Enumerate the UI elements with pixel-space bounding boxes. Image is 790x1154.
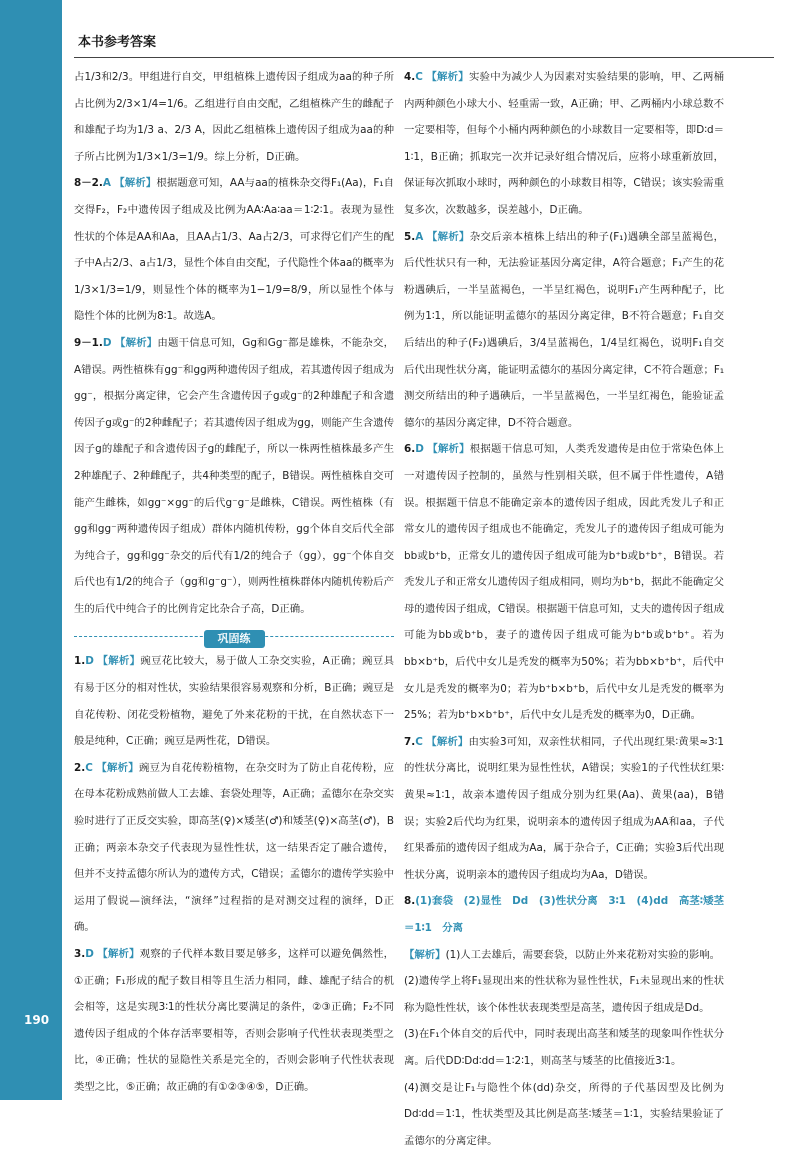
question-number: 6. — [404, 443, 416, 456]
right-column — [404, 64, 724, 1154]
question-number: 9－1. — [74, 336, 103, 349]
question-number: 8. — [404, 895, 416, 908]
answer-text: 占1/3和2/3。甲组进行自交，甲组植株上遗传因子组成为aa的种子所占比例为2/3×1/4=1/6。乙组进行自由交配，乙组植株产生的雌配子和雄配子均为1/3 a、2/3 A，因此乙组植株上遗传因子组成为aa的种子所占比例为1/3×1/3=1/9。综上分析，D正确。 — [74, 71, 394, 163]
page-number: 190 — [24, 1013, 50, 1027]
header-divider — [74, 57, 774, 58]
answer-text: 杂交后亲本植株上结出的种子(F₁)遇碘全部呈蓝褐色，后代性状只有一种，无法验证基因分离定律，A符合题意；F₁产生的花粉遇碘后，一半呈蓝褐色，一半呈红褐色，说明F₁产生两种配子，比例为1∶1，所以能证明孟德尔的基因分离定律，B不符合题意；F₁自交后结出的种子(F₂)遇碘后，3/4呈蓝褐色，1/4呈红褐色，说明F₁自交后代出现性状分离，能证明孟德尔的基因分离定律，C不符合题意；F₁测交所结出的种子遇碘后，一半呈蓝褐色，一半呈红褐色，能验证孟德尔的基因分离定律，D不符合题意。 — [404, 230, 724, 429]
answer-text: (2)遗传学上将F₁显现出来的性状称为显性性状，F₁未显现出来的性状称为隐性性状，该个体性状表现类型是高茎，遗传因子组成是Dd。 — [404, 975, 724, 1014]
question-number: 4. — [404, 71, 416, 83]
answer-item — [404, 64, 724, 224]
answer-continuation — [404, 1021, 724, 1074]
question-number: 1. — [74, 655, 86, 668]
question-number: 2. — [74, 761, 86, 774]
analysis-tag: 【解析】 — [114, 336, 158, 349]
answer-text: 根据题意可知，AA与aa的植株杂交得F₁(Aa)，F₁自交得F₂，F₂中遗传因子组成及比例为AA∶Aa∶aa＝1∶2∶1。表现为显性性状的个体是AA和Aa，且AA占1/3、Aa占2/3，可求得它们产生的配子中A占2/3、a占1/3，显性个体自由交配，子代隐性个体aa的概率为1/3×1/3=1/9，则显性个体的概率为1−1/9=8/9，所以显性个体与隐性个体的比例为8∶1。故选A。 — [74, 177, 394, 323]
answer-item — [74, 648, 394, 754]
analysis-tag: 【解析】 — [97, 948, 140, 960]
answer-text: 由题干信息可知，Gg和Gg⁻都是雄株，不能杂交，A错误。两性植株有gg⁻和gg两种遗传因子组成，若其遗传因子组成为gg⁻，根据分离定律，它会产生含遗传因子g或g⁻的2种雄配子和含遗传因子g或g⁻的2种雌配子；若其遗传因子组成为gg，则能产生含遗传因子g的雄配子和含遗传因子g的雌配子，所以一株两性植株最多产生2种雄配子、2种雌配子，共4种类型的配子，B错误。两性植株自交可能产生雌株，如gg⁻×gg⁻的后代g⁻g⁻是雌株，C错误。两性植株（有gg和gg⁻两种遗传因子组成）群体内随机传粉，gg个体自交后代全部为纯合子，gg和gg⁻杂交的后代有1/2的纯合子（gg），gg⁻个体自交后代也有1/2的纯合子（gg和g⁻g⁻），则两性植株群体内随机传粉后产生的后代中纯合子的比例肯定比杂合子高，D正确。 — [74, 336, 394, 615]
section-title: 巩固练 — [204, 630, 265, 648]
answer-text: 由实验3可知，双亲性状相同，子代出现红果∶黄果≈3∶1的性状分离比，说明红果为显性性状，A错误；实验1的子代性状红果∶黄果≈1∶1，故亲本遗传因子组成分别为红果(Aa)、黄果(aa)，B错误；实验2后代均为红果，说明亲本的遗传因子组成为AA和aa，子代红果番茄的遗传因子组成为Aa，属于杂合子，C正确；实验3后代出现性状分离，说明亲本的遗传因子组成均为Aa，D错误。 — [404, 735, 724, 881]
analysis-tag: 【解析】 — [427, 443, 470, 456]
answer-item — [74, 330, 394, 623]
answer-text: 实验中为减少人为因素对实验结果的影响，甲、乙两桶内两种颜色小球大小、轻重需一致，A正确；甲、乙两桶内小球总数不一定要相等，但每个小桶内两种颜色的小球数目一定要相等，即D∶d＝1∶1，B正确；抓取完一次并记录好组合情况后，应将小球重新放回，保证每次抓取小球时，两种颜色的小球数目相等，C错误；该实验需重复多次，次数越多，误差越小，D正确。 — [404, 71, 725, 216]
side-color-bar — [0, 0, 62, 1100]
answer-item — [404, 888, 724, 941]
answer-key: C — [85, 761, 93, 774]
page-title: 本书参考答案 — [78, 35, 157, 50]
analysis-tag: 【解析】 — [97, 655, 141, 668]
analysis-tag: 【解析】 — [426, 735, 469, 748]
answer-lead: (1)套袋 (2)显性 Dd (3)性状分离 3∶1 (4)dd 高茎∶矮茎＝1∶1 分离 — [404, 895, 724, 934]
analysis-tag: 【解析】 — [426, 230, 470, 243]
question-number: 7. — [404, 735, 416, 748]
answer-text: 根据题干信息可知，人类秃发遗传是由位于常染色体上一对遗传因子控制的，虽然与性别相关联，但不属于伴性遗传，A错误。根据题干信息不能确定亲本的遗传因子组成，因此秃发儿子和正常女儿的遗传因子组成也不能确定，秃发儿子的遗传因子组成可能为bb或b⁺b，正常女儿的遗传因子组成可能为b⁺b或b⁺b⁺，B错误。若秃发儿子和正常女儿遗传因子组成相同，则均为b⁺b，据此不能确定父母的遗传因子组成，C错误。根据题干信息可知，丈夫的遗传因子组成可能为bb或b⁺b，妻子的遗传因子组成可能为b⁺b或b⁺b⁺。若为bb×b⁺b，后代中女儿是秃发的概率为50%；若为bb×b⁺b⁺，后代中女儿是秃发的概率为0；若为b⁺b×b⁺b，后代中女儿是秃发的概率为25%；若为b⁺b×b⁺b⁺，后代中女儿是秃发的概率为0，D正确。 — [404, 443, 725, 722]
answer-item — [74, 755, 394, 941]
answer-key: A — [415, 230, 424, 243]
question-number: 8－2. — [74, 177, 103, 190]
analysis-tag: 【解析】 — [114, 177, 157, 190]
analysis-tag: 【解析】 — [426, 71, 469, 83]
answer-text: (3)在F₁个体自交的后代中，同时表现出高茎和矮茎的现象叫作性状分离。后代DD∶Dd∶dd＝1∶2∶1，则高茎与矮茎的比值接近3∶1。 — [404, 1028, 724, 1067]
answer-continuation — [404, 968, 724, 1021]
answer-key: D — [85, 948, 94, 960]
answer-key: A — [102, 177, 111, 190]
analysis-tag: 【解析】 — [96, 761, 139, 774]
answer-item — [404, 729, 724, 889]
answer-key: D — [102, 336, 112, 349]
answer-key: D — [85, 655, 94, 668]
answer-item — [404, 436, 724, 729]
section-header — [74, 626, 394, 648]
answer-item — [404, 224, 724, 437]
analysis-tag: 【解析】 — [404, 948, 446, 961]
answer-text: 豌豆为自花传粉植物，在杂交时为了防止自花传粉，应在母本花粉成熟前做人工去雄、套袋处理等，A正确；孟德尔在杂交实验时进行了正反交实验，即高茎(♀)×矮茎(♂)和矮茎(♀)×高茎(♂)，B正确；两亲本杂交子代表现为显性性状，这一结果否定了融合遗传，但并不支持孟德尔所认为的遗传方式，C错误；孟德尔的遗传学实验中运用了假说—演绎法，“演绎”过程指的是对测交过程的演绎，D正确。 — [74, 761, 395, 934]
question-number: 5. — [404, 230, 416, 243]
question-number: 3. — [74, 948, 86, 960]
answer-text: (1)人工去雄后，需要套袋，以防止外来花粉对实验的影响。 — [445, 948, 721, 961]
answer-text: (4)测交是让F₁与隐性个体(dd)杂交，所得的子代基因型及比例为Dd∶dd＝1∶1，性状类型及其比例是高茎∶矮茎＝1∶1，实验结果验证了孟德尔的分离定律。 — [404, 1081, 724, 1147]
answer-continuation — [74, 64, 394, 170]
answer-key: C — [415, 735, 423, 748]
left-column — [74, 64, 394, 1101]
answer-continuation — [404, 1075, 724, 1154]
answer-item — [404, 942, 724, 969]
answer-key: C — [415, 71, 423, 83]
answer-text: 豌豆花比较大，易于做人工杂交实验，A正确；豌豆具有易于区分的相对性状，实验结果很容易观察和分析，B正确；豌豆是自花传粉、闭花受粉植物，避免了外来花粉的干扰，在自然状态下一般是纯种，C正确；豌豆是两性花，D错误。 — [74, 655, 395, 748]
answer-item — [74, 170, 394, 330]
answer-item — [74, 941, 394, 1101]
answer-key: D — [415, 443, 424, 456]
answer-text: 观察的子代样本数目要足够多，这样可以避免偶然性，①正确；F₁形成的配子数目相等且生活力相同，雌、雄配子结合的机会相等，这是实现3∶1的性状分离比要满足的条件，②③正确；F₂不同遗传因子组成的个体存活率要相等，否则会影响子代性状表现类型之比，④正确；性状的显隐性关系是完全的，否则会影响子代性状表现类型之比，⑤正确；故正确的有①②③④⑤，D正确。 — [74, 948, 395, 1093]
